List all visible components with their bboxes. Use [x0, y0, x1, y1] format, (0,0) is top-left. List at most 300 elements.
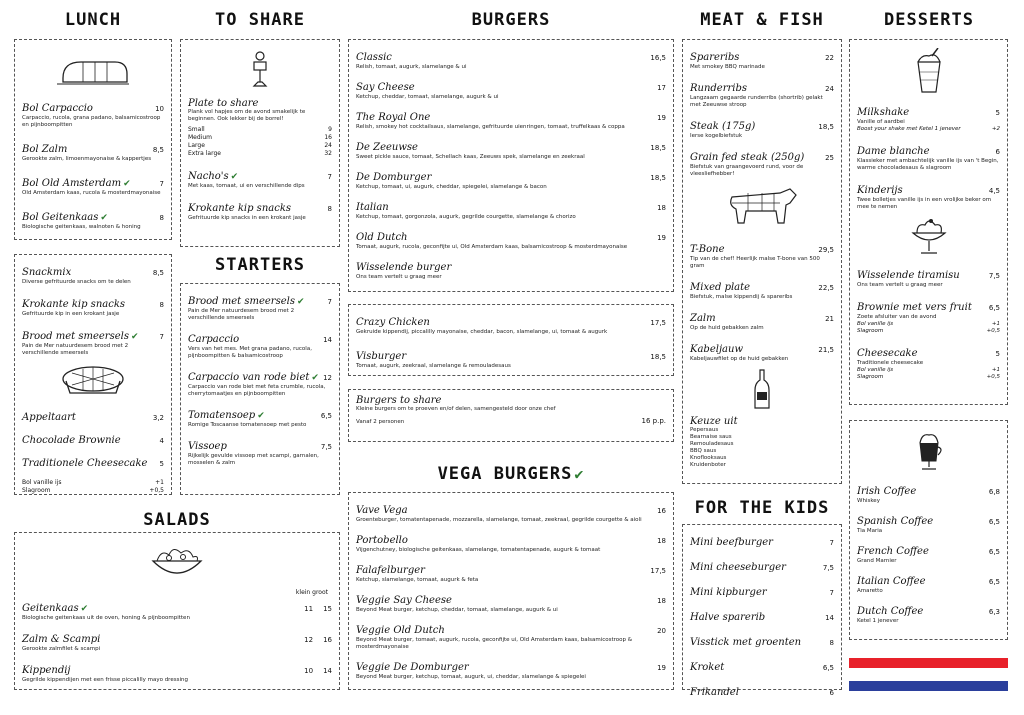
item-row: [690, 306, 834, 325]
item-title: [356, 165, 431, 184]
menu-item: [690, 237, 834, 270]
item-name: Chocolade Brownie: [22, 435, 121, 446]
item-title: [690, 337, 743, 356]
item-row: [22, 596, 332, 615]
menu-item: [356, 135, 666, 161]
veg-leaf-icon: ✔: [123, 179, 131, 189]
item-row: [356, 310, 666, 329]
item-title: [22, 451, 147, 470]
size-price: 9: [328, 126, 332, 133]
item-row: [690, 145, 834, 164]
item-price: 4,5: [988, 187, 1000, 195]
lunch-panel: [14, 39, 172, 240]
menu-item: [690, 306, 834, 332]
item-title: [690, 655, 724, 674]
item-title: [356, 195, 389, 214]
item-price: 8: [327, 205, 332, 213]
item-name: Bol Zalm: [22, 144, 68, 155]
item-price: 18,5: [650, 174, 666, 182]
item-row: [356, 655, 666, 674]
item-desc: Ketchup, slamelange, tomaat, augurk & feta: [356, 577, 479, 583]
item-name: Grain fed steak (250g): [690, 152, 805, 163]
veg-leaf-icon: ✔: [100, 213, 108, 223]
item-price: 7: [327, 298, 332, 306]
item-desc: Zoete afsluiter van de avond: [857, 314, 937, 320]
extra-price: +0,5: [986, 374, 1000, 380]
item-desc: Old Amsterdam kaas, rucola & mosterdmayonaise: [22, 190, 161, 196]
item-price: 6: [829, 689, 834, 697]
item-title: [857, 569, 926, 588]
item-row: [857, 569, 1000, 588]
extra-label: Bol vanille ijs: [22, 479, 62, 486]
item-name: Veggie Old Dutch: [356, 625, 445, 636]
item-name: Frikandel: [690, 687, 739, 698]
burgers-to-share: [356, 395, 666, 426]
item-name: Brownie met vers fruit: [857, 302, 972, 313]
item-desc: Langzaam gegaarde runderribs (shortrib) gelakt met Zeeuwse stroop: [690, 95, 823, 108]
item-desc: Rijkelijk gevulde vissoep met scampi, garnalen, mosselen & zalm: [188, 453, 319, 466]
item-price: 17: [657, 84, 666, 92]
extra: [22, 479, 164, 487]
item-name: Vissoep: [188, 441, 227, 452]
item-desc: Diverse gefrituurde snacks om te delen: [22, 279, 131, 285]
item-extra: [857, 328, 1000, 335]
item-desc: Ons team vertelt u graag meer: [356, 274, 442, 280]
shake-icon: [857, 48, 1000, 94]
item-price: 6,5: [988, 518, 1000, 526]
item-name: Cheesecake: [857, 348, 918, 359]
menu-item: [356, 528, 666, 554]
item-title: [22, 260, 71, 279]
desserts-panel: [849, 39, 1008, 405]
item-desc: Met kaas, tomaat, ui en verschillende dips: [188, 183, 305, 189]
menu-item: [356, 588, 666, 614]
item-name: Bol Old Amsterdam: [22, 178, 122, 189]
menu-item: [690, 76, 834, 109]
menu-item: [857, 599, 1000, 625]
item-title: [22, 428, 121, 447]
sauces-title: Keuze uit: [690, 416, 738, 427]
item-row: [22, 96, 164, 115]
menu-item: [857, 539, 1000, 565]
item-name: Traditionele Cheesecake: [22, 458, 148, 469]
item-title: [356, 310, 430, 329]
item-price: 3,2: [152, 414, 164, 422]
item-title: [690, 306, 716, 325]
item-row: [356, 45, 666, 64]
item-name: Veggie De Domburger: [356, 662, 469, 673]
item-price: 25: [825, 154, 834, 162]
item-name: Irish Coffee: [857, 486, 917, 497]
item-name: Zalm: [690, 313, 716, 324]
extra-price: +2: [991, 126, 1000, 132]
sauce-item: Pepersaus: [690, 427, 719, 433]
menu-item: [857, 569, 1000, 595]
starters-panel: [180, 283, 340, 495]
item-row: [356, 135, 666, 154]
item-desc: Biologische geitenkaas, walnoten & honing: [22, 224, 141, 230]
col-large-label: groot: [312, 589, 328, 596]
item-row: [690, 76, 834, 95]
item-desc: Met smokey BBQ marinade: [690, 64, 765, 70]
item-title: [356, 75, 415, 94]
sauce-item: Remouladesaus: [690, 441, 734, 447]
item-desc: Gefrituurde kip snacks in een krokant jasje: [188, 215, 306, 221]
item-desc: Gekruide kippendij, piccalilly mayonaise, cheddar, bacon, slamelange, ui, tomaat & augurk: [356, 329, 608, 335]
item-title: [22, 405, 76, 424]
item-name: Carpaccio: [188, 334, 240, 345]
item-row: [22, 627, 332, 646]
item-price: 6: [995, 148, 1000, 156]
menu-item: [690, 275, 834, 301]
item-row: [690, 555, 834, 574]
item-name: Dutch Coffee: [857, 606, 924, 617]
menu-item: [356, 165, 666, 191]
menu-item: [188, 365, 332, 398]
item-row: [690, 655, 834, 674]
item-title: [22, 658, 71, 677]
item-price: 7: [829, 589, 834, 597]
menu-item: [690, 680, 834, 699]
veg-leaf-icon: ✔: [130, 332, 139, 342]
item-row: [690, 605, 834, 624]
item-name: Kinderijs: [857, 185, 903, 196]
item-name: Bol Carpaccio: [22, 103, 93, 114]
salads-panel: [14, 532, 340, 690]
veg-leaf-icon: ✔: [296, 297, 305, 307]
item-name: Plate to share: [188, 98, 259, 109]
item-name: Krokante kip snacks: [22, 299, 126, 310]
extra-price: +1: [991, 321, 1000, 327]
item-row: [356, 558, 666, 577]
item-prices: [304, 636, 332, 644]
item-title: [690, 680, 739, 699]
menu-item: [22, 451, 164, 470]
item-row: [690, 237, 834, 256]
menu-item: [857, 341, 1000, 381]
size: [188, 142, 332, 150]
item-price: 24: [825, 85, 834, 93]
item-desc: Romige Toscaanse tomatensoep met pesto: [188, 422, 307, 428]
item-price: 19: [657, 234, 666, 242]
item-desc: Beyond Meat burger, ketchup, tomaat, augurk, ui, cheddar, slamelange & spiegelei: [356, 674, 586, 680]
item-desc: Amaretto: [857, 588, 883, 594]
to-share-panel: [180, 39, 340, 247]
extra: [22, 487, 164, 495]
size-price: 24: [324, 142, 332, 149]
item-desc: Vers van het mes. Met grana padano, rucola, pijnboompitten & balsamicostroop: [188, 346, 312, 359]
menu-item: [356, 45, 666, 71]
item-desc: Tomaat, augurk, zeekraal, slamelange & remouladesaus: [356, 363, 511, 369]
item-desc: Beyond Meat burger, tomaat, augurk, rucola, geconfijte ui, Old Amsterdam kaas, balsamicostroop & mosterdmayonaise: [356, 637, 633, 650]
item-row: [857, 479, 1000, 498]
item-name: Mini kipburger: [690, 587, 767, 598]
item-desc: Relish, tomaat, augurk, slamelange & ui: [356, 64, 467, 70]
item-row: [22, 428, 164, 447]
flag-red-stripe: [849, 658, 1008, 668]
item-row: [22, 451, 164, 470]
veg-leaf-icon: ✔: [230, 172, 239, 182]
veg-leaf-icon: ✔: [311, 373, 319, 383]
item-desc: Gegrilde kippendijen met een frisse piccalilly mayo dressing: [22, 677, 188, 683]
item-extra: [857, 367, 1000, 374]
item-price: 16 p.p.: [641, 417, 666, 425]
item-extra: [857, 126, 1000, 133]
item-title: [22, 96, 93, 115]
size: [188, 134, 332, 142]
item-row: [356, 618, 666, 637]
item-row: [857, 263, 1000, 282]
item-name: Visstick met groenten: [690, 637, 802, 648]
item-price: 8,5: [152, 269, 164, 277]
menu-item: [356, 255, 666, 281]
item-title: [857, 479, 916, 498]
item-name: Classic: [356, 52, 392, 63]
menu-item: [690, 337, 834, 363]
menu-item: [188, 196, 332, 222]
sauce-item: BBQ saus: [690, 448, 717, 454]
item-row: [22, 324, 164, 343]
item-row: [690, 114, 834, 133]
item-price: 18,5: [650, 144, 666, 152]
price-small: 10: [304, 667, 314, 675]
size-label: Medium: [188, 134, 212, 141]
extra-label: Slagroom: [857, 374, 884, 380]
item-desc: Ierse kogelbiefstuk: [690, 133, 743, 139]
menu-item: [22, 137, 164, 163]
item-name: Runderribs: [690, 83, 748, 94]
menu-item: [22, 627, 332, 653]
item-row: [356, 75, 666, 94]
item-title: [22, 171, 131, 190]
item-row: [690, 45, 834, 64]
item-title: [356, 135, 418, 154]
extra-label: Bol vanille ijs: [857, 321, 894, 327]
item-price: 4: [159, 437, 164, 445]
item-desc: Pain de Mer natuurdesem brood met 2 verschillende smeersels: [22, 343, 129, 356]
item-row: [857, 539, 1000, 558]
header-starters: STARTERS: [215, 255, 305, 275]
item-title: [356, 344, 406, 363]
item-desc: Beyond Meat burger, ketchup, cheddar, tomaat, slamelange, augurk & ui: [356, 607, 558, 613]
sauce-item: Knoflooksaus: [690, 455, 727, 461]
item-price: 6,8: [988, 488, 1000, 496]
menu-item: [22, 205, 164, 231]
item-prices: [304, 605, 332, 613]
menu-item: [356, 558, 666, 584]
item-row: [356, 255, 666, 274]
item-name: Tomatensoep: [188, 410, 256, 421]
item-row: [690, 630, 834, 649]
item-title: [356, 255, 451, 274]
item-desc: Biefstuk, malse kippendij & spareribs: [690, 294, 793, 300]
item-price: 5: [159, 460, 164, 468]
item-name: Geitenkaas: [22, 603, 79, 614]
salad-bowl-icon: [22, 541, 332, 583]
item-price: 14: [825, 614, 834, 622]
item-name: Snackmix: [22, 267, 72, 278]
item-row: [857, 599, 1000, 618]
menu-item: [356, 498, 666, 524]
lollipop-icon: [188, 48, 332, 92]
extra-price: +0,5: [986, 328, 1000, 334]
item-name: Vave Vega: [356, 505, 408, 516]
item-desc: Grand Marnier: [857, 558, 897, 564]
bottle-icon: [690, 368, 834, 410]
item-row: [356, 165, 666, 184]
header-desserts: DESSERTS: [884, 10, 974, 30]
item-row: [690, 580, 834, 599]
item-row: [356, 105, 666, 124]
size-price: 16: [324, 134, 332, 141]
item-price: 18: [657, 597, 666, 605]
header-meat-fish: MEAT & FISH: [700, 10, 824, 30]
menu-item: [857, 139, 1000, 172]
item-price: 18: [657, 537, 666, 545]
menu-item: [22, 405, 164, 424]
item-row: [22, 292, 164, 311]
item-title: [188, 164, 238, 183]
menu-item: [22, 292, 164, 318]
item-name: Say Cheese: [356, 82, 415, 93]
item-row: [356, 195, 666, 214]
item-title: [857, 539, 929, 558]
item-desc: Carpaccio van rode biet met feta crumble, rucola, cherrytomaatjes en pijnboompitten: [188, 384, 326, 397]
item-desc: Vanille of aardbei: [857, 119, 905, 125]
item-price: 20: [657, 627, 666, 635]
burgers-panel: [348, 39, 674, 292]
header-burgers: BURGERS: [471, 10, 551, 30]
item-row: [857, 509, 1000, 528]
menu-item: [22, 596, 332, 622]
item-row: [22, 205, 164, 224]
item-title: [356, 105, 430, 124]
menu-item: [690, 555, 834, 574]
item-row: [356, 344, 666, 363]
item-price: 7: [159, 180, 164, 188]
item-title: [356, 225, 408, 244]
sauce-item: Bearnaise saus: [690, 434, 732, 440]
item-desc: Pain de Mer natuurdesem brood met 2 verschillende smeersels: [188, 308, 295, 321]
item-name: Burgers to share: [356, 395, 442, 406]
salad-size-header: [22, 589, 328, 596]
item-row: [22, 405, 164, 424]
item-title: [857, 509, 933, 528]
item-title: [857, 178, 903, 197]
item-price: 6,5: [988, 304, 1000, 312]
sundae-icon: [857, 217, 1000, 257]
veg-leaf-icon: ✔: [80, 604, 89, 614]
plate-to-share: [188, 98, 332, 123]
menu-item: [690, 655, 834, 674]
item-price: 14: [323, 336, 332, 344]
burgers-panel-2: [348, 304, 674, 376]
bread-icon: [22, 48, 164, 90]
item-name: Carpaccio van rode biet: [188, 372, 310, 383]
item-name: Nacho's: [188, 171, 229, 182]
cow-icon: [690, 183, 834, 231]
item-desc: Gerookte zalm, limoenmayonaise & kappertjes: [22, 156, 152, 162]
item-title: [857, 599, 923, 618]
item-title: [690, 555, 786, 574]
item-price: 5: [995, 109, 1000, 117]
item-desc: Klassieker met ambachtelijk vanille ijs van 't Begin, warme chocoladesaus & slagroom: [857, 158, 999, 171]
item-title: [857, 100, 909, 119]
kids-panel: [682, 524, 842, 698]
item-row: [356, 588, 666, 607]
item-note: Vanaf 2 personen: [356, 419, 405, 425]
item-name: Italian: [356, 202, 389, 213]
snacks-panel: [14, 254, 172, 495]
item-row: [857, 139, 1000, 158]
item-name: French Coffee: [857, 546, 929, 557]
item-name: Kabeljauw: [690, 344, 744, 355]
menu-item: [690, 580, 834, 599]
item-name: Falafelburger: [356, 565, 425, 576]
flag-blue-stripe: [849, 681, 1008, 691]
item-price: 21,5: [818, 346, 834, 354]
item-price: 22: [825, 54, 834, 62]
item-title: [857, 341, 918, 360]
apple-pie-icon: [22, 363, 164, 399]
item-name: Mixed plate: [690, 282, 751, 293]
item-price: 6,5: [988, 578, 1000, 586]
item-name: Wisselende tiramisu: [857, 270, 960, 281]
item-price: 21: [825, 315, 834, 323]
item-price: 18: [657, 204, 666, 212]
item-price: 7,5: [988, 272, 1000, 280]
vega-burgers-panel: [348, 492, 674, 690]
item-title: [22, 324, 139, 343]
menu-item: [690, 145, 834, 178]
item-title: [22, 137, 67, 156]
item-row: [356, 528, 666, 547]
item-desc: Tia Maria: [857, 528, 883, 534]
size-label: Large: [188, 142, 205, 149]
menu-item: [857, 479, 1000, 505]
menu-item: [690, 630, 834, 649]
item-desc: Plank vol hapjes om de avond smakelijk te beginnen. Ook lekker bij de borrel!: [188, 109, 306, 122]
size-label: Small: [188, 126, 205, 133]
item-name: T-Bone: [690, 244, 725, 255]
item-title: [690, 76, 747, 95]
item-name: Italian Coffee: [857, 576, 926, 587]
menu-item: [22, 324, 164, 357]
item-price: 19: [657, 664, 666, 672]
item-price: 8: [829, 639, 834, 647]
size-price: 32: [324, 150, 332, 157]
header-lunch: LUNCH: [64, 10, 122, 30]
item-price: 6,5: [822, 664, 834, 672]
menu-item: [188, 327, 332, 360]
sauce-item: Kruidenboter: [690, 462, 726, 468]
item-name: Appeltaart: [22, 412, 76, 423]
header-vega-burgers: [348, 464, 674, 484]
item-price: 8: [159, 301, 164, 309]
menu-item: [22, 260, 164, 286]
header-to-share: TO SHARE: [215, 10, 305, 30]
item-price: 7,5: [822, 564, 834, 572]
menu-item: [356, 655, 666, 681]
item-name: De Zeeuwse: [356, 142, 418, 153]
extra-label: Boost your shake met Ketel 1 jenever: [857, 126, 961, 132]
item-row: [22, 260, 164, 279]
header-salads: SALADS: [143, 510, 211, 530]
item-desc: Vijgenchutney, biologische geitenkaas, slamelange, tomatentapenade, augurk & tomaat: [356, 547, 601, 553]
item-title: [356, 588, 452, 607]
extra-price: +0,5: [149, 487, 164, 494]
item-title: [188, 434, 227, 453]
